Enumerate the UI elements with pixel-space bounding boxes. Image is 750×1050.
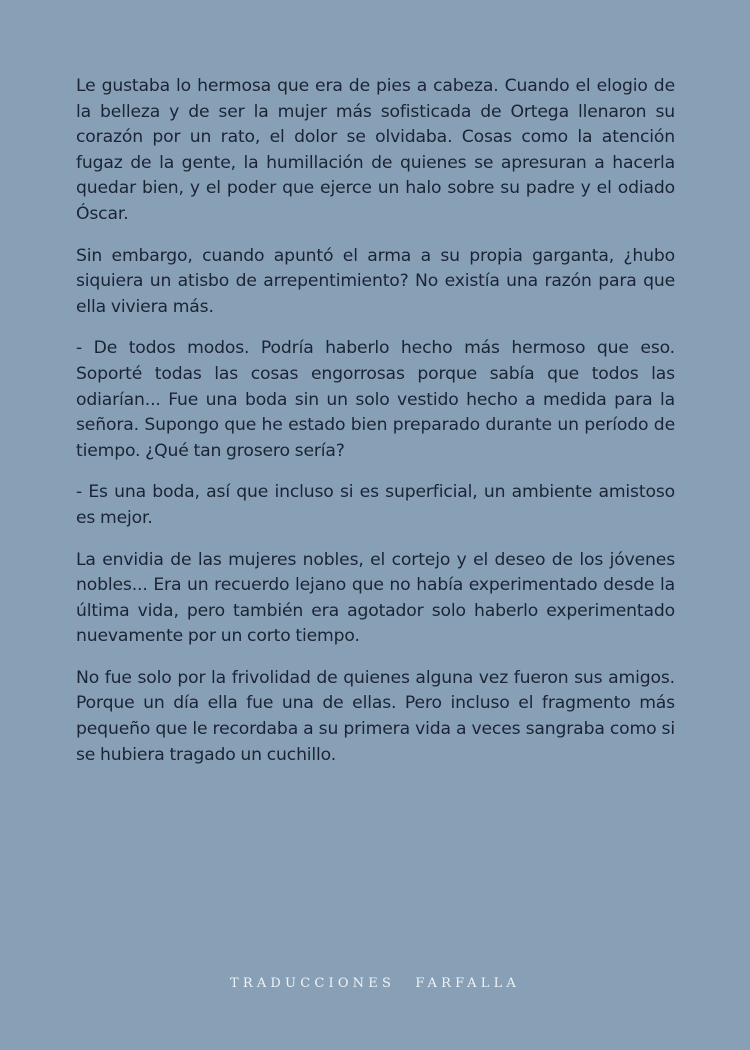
paragraph-6: No fue solo por la frivolidad de quienes alguna vez fueron sus amigos. Porque un día ella fue una de ellas. Pero incluso el fragmento más pequeño que le recordaba a su primera vida a veces sangraba como si se hubiera tragado un cuchillo. — [76, 667, 675, 765]
footer-word-farfalla: FARFALLA — [415, 976, 521, 991]
page-body — [76, 74, 675, 784]
footer-word-traducciones: TRADUCCIONES — [229, 976, 396, 991]
paragraph-2: Sin embargo, cuando apuntó el arma a su propia garganta, ¿hubo siquiera un atisbo de arrepentimiento? No existía una razón para que ella viviera más. — [76, 245, 675, 317]
paragraph-1: Le gustaba lo hermosa que era de pies a cabeza. Cuando el elogio de la belleza y de ser la mujer más sofisticada de Ortega llenaron su corazón por un rato, el dolor se olvidaba. Cosas como la atención fugaz de la gente, la humillación de quienes se apresuran a hacerla quedar bien, y el poder que ejerce un halo sobre su padre y el odiado Óscar. — [76, 76, 675, 224]
footer-credit — [0, 976, 750, 991]
paragraph-3: - De todos modos. Podría haberlo hecho más hermoso que eso. Soporté todas las cosas engorrosas porque sabía que todos las odiarían... Fue una boda sin un solo vestido hecho a medida para la señora. Supongo que he estado bien preparado durante un período de tiempo. ¿Qué tan grosero sería? — [76, 338, 675, 461]
paragraph-4: - Es una boda, así que incluso si es superficial, un ambiente amistoso es mejor. — [76, 482, 675, 528]
paragraph-5: La envidia de las mujeres nobles, el cortejo y el deseo de los jóvenes nobles... Era un recuerdo lejano que no había experimentado desde la última vida, pero también era agotador solo haberlo experimentado nuevamente por un corto tiempo. — [76, 549, 675, 647]
